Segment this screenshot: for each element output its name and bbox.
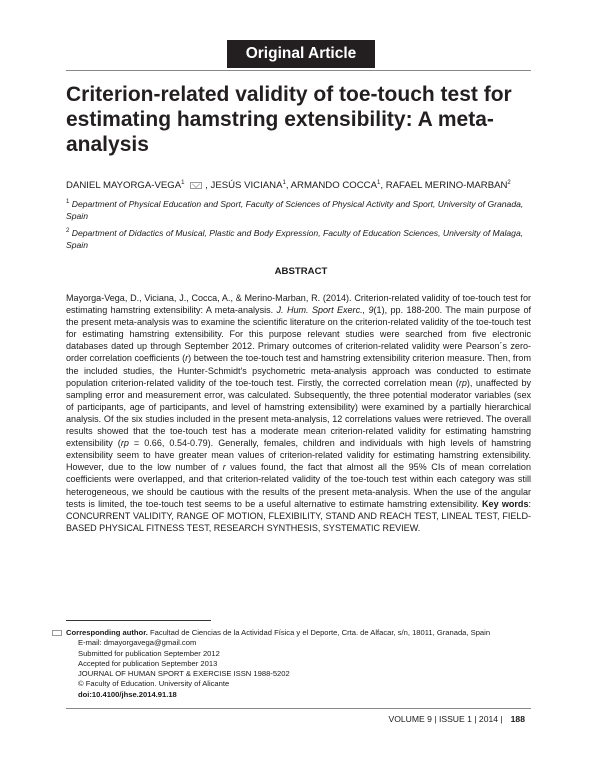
article-title: Criterion-related validity of toe-touch test for estimating hamstring extensibility: A meta-analysis: [66, 83, 512, 156]
copyright-line: © Faculty of Education. University of Alicante: [78, 679, 230, 689]
footnote-rule: [66, 620, 211, 621]
abstract-text: ), unaffected by sampling error and measurement error, was calculated. Subsequently, the three potential moderator variables (sex of participants, age of participants, and level of hamstring extensibility) were examined by a partially hierarchical analysis. Of the six studies included in the present meta-analysis, 12 correlations values were retrieved. The overall results showed that the toe-touch test has a moderate mean criterion-related validity for estimating hamstring extensibility (: [66, 377, 531, 449]
abstract-text: ) between the toe-touch test and hamstring extensibility criterion measure. Then, from the included studies, the Hunter-Schmidt's psychometric meta-analysis approach was conducted to estimate population criterion-related validity of the toe-touch test. Firstly, the corrected correlation mean (: [66, 353, 531, 388]
author-affiliation-mark: 1: [282, 180, 286, 186]
corresponding-email[interactable]: E-mail: dmayorgavega@gmail.com: [78, 638, 197, 648]
journal-issn: JOURNAL OF HUMAN SPORT & EXERCISE ISSN 1988-5202: [78, 669, 290, 679]
author-name: ARMANDO COCCA: [290, 180, 378, 192]
abstract-text: (1), pp. 188-200. The main purpose of the present meta-analysis was to examine the scientific literature on the criterion-related validity of the toe-touch test for estimating hamstring extensibility. For this purpose relevant studies were searched from five electronic databases dated up through September 2012. Primary outcomes of criterion-related validity were Pearson´s zero-order correlation coefficients (: [66, 305, 532, 364]
affiliation-text: Department of Physical Education and Sport, Faculty of Sciences of Physical Activity and Sport, University of Granada, Spain: [66, 198, 524, 222]
affiliation-mark: 1: [66, 199, 70, 205]
affiliation-2: [66, 225, 536, 252]
author-separator: ,: [285, 180, 291, 192]
affiliation-1: [66, 196, 536, 223]
author-list: [66, 177, 536, 192]
corresponding-author-footnote: [66, 628, 536, 700]
issue-info: VOLUME 9 | ISSUE 1 | 2014 |: [388, 714, 503, 724]
author-name: JESÚS VICIANA: [210, 180, 283, 192]
article-type-badge: Original Article: [227, 40, 375, 68]
page-footer: [388, 714, 525, 724]
author-separator: ,: [205, 180, 211, 192]
envelope-icon: [52, 630, 62, 636]
abstract-citation: Mayorga-Vega, D., Viciana, J., Cocca, A., & Merino-Marban, R. (2014). Criterion-related validity of toe-touch test for estimating hamstring extensibility: A meta-analysis.: [66, 293, 531, 316]
abstract-journal: J. Hum. Sport Exerc., 9: [276, 305, 374, 316]
keywords-text: : CONCURRENT VALIDITY, RANGE OF MOTION, FLEXIBILITY, STAND AND REACH TEST, LINEAL TEST, FIELD-BASED PHYSICAL FITNESS TEST, RESEARCH SYNTHESIS, SYSTEMATIC REVIEW.: [66, 498, 531, 533]
abstract-symbol: r: [185, 353, 189, 364]
abstract-body: [66, 292, 531, 534]
envelope-icon: [190, 182, 202, 189]
abstract-symbol: rp: [120, 438, 129, 449]
abstract-text: values found, the fact that almost all the 95% CIs of mean correlation coefficients were overlapped, and that criterion-related validity of the toe-touch test within each category was still heterogeneous, we should be cautious with the results of the present meta-analysis. When the use of the angular tests is limited, the toe-touch test seems to be a useful alternative to estimate hamstring extensibility.: [66, 462, 531, 509]
accepted-date: Accepted for publication September 2013: [78, 658, 218, 668]
abstract-symbol: r: [222, 462, 226, 473]
abstract-symbol: rp: [458, 377, 467, 388]
affiliation-text: Department of Didactics of Musical, Plastic and Body Expression, Faculty of Education Sciences, University of Malaga, Spain: [66, 227, 524, 251]
author-separator: ,: [380, 180, 386, 192]
affiliation-mark: 2: [66, 228, 70, 234]
header-rule: [66, 70, 531, 71]
corresponding-address: Facultad de Ciencias de la Actividad Física y el Deporte, Crta. de Alfacar, s/n, 18011, Granada, Spain: [147, 628, 491, 637]
author-affiliation-mark: 1: [181, 180, 185, 186]
keywords-label: Key words: [482, 498, 529, 509]
footer-rule: [66, 708, 531, 709]
page-number: 188: [510, 714, 525, 724]
doi-link[interactable]: doi:10.4100/jhse.2014.91.18: [78, 689, 177, 699]
abstract-heading: ABSTRACT: [274, 266, 328, 277]
abstract-text: = 0.66, 0.54-0.79). Generally, females, children and individuals with high levels of hamstring extensibility seem to have greater mean values of criterion-related validity for estimating hamstring extensibility. However, due to the low number of: [66, 438, 531, 473]
corresponding-label: Corresponding author.: [66, 628, 148, 637]
submitted-date: Submitted for publication September 2012: [78, 648, 220, 658]
author-name: RAFAEL MERINO-MARBAN: [385, 180, 508, 192]
author-name: DANIEL MAYORGA-VEGA: [66, 180, 182, 192]
author-affiliation-mark: 2: [507, 180, 511, 186]
author-affiliation-mark: 1: [377, 180, 381, 186]
